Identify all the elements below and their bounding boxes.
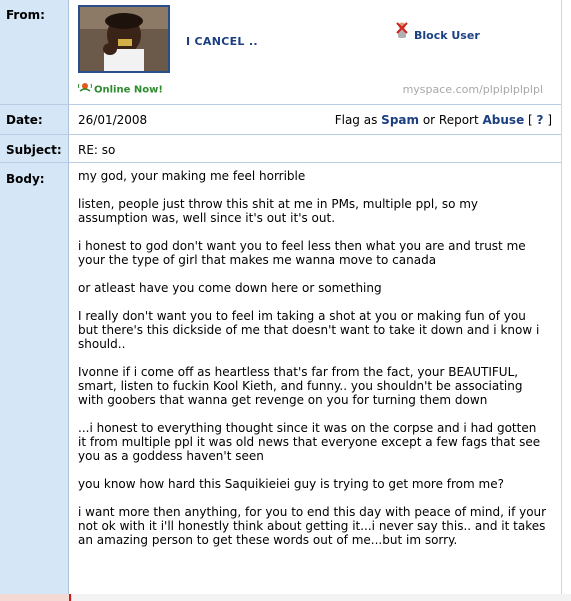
row-divider	[0, 162, 561, 163]
date-label: Date:	[6, 113, 43, 127]
help-bracket-open: [	[524, 113, 537, 127]
body-paragraph: my god, your making me feel horrible	[78, 169, 306, 183]
body-paragraph: i want more then anything, for you to end this day with peace of mind, if your not ok with it i'll honestly think about getting it...i never say this.. and it takes an amazing person to get these words out of me...but im sorry.	[78, 505, 547, 547]
row-divider	[0, 134, 561, 135]
or-report-text: or Report	[419, 113, 483, 127]
sender-name-link[interactable]: I CANCEL ..	[186, 35, 258, 48]
body-paragraph: listen, people just throw this shit at me in PMs, multiple ppl, so my assumption was, well since it's out it's out.	[78, 197, 479, 225]
body-label: Body:	[6, 172, 45, 186]
online-icon	[78, 81, 92, 98]
body-paragraph: Ivonne if i come off as heartless that's far from the fact, your BEAUTIFUL, smart, listen to fuckin Kool Kieth, and funny.. you shouldn't be associating with goobers that wanna get revenge on you for turning them down	[78, 365, 523, 407]
bottom-strip-accent	[0, 594, 72, 601]
body-paragraph: or atleast have you come down here or something	[78, 281, 382, 295]
spam-link[interactable]: Spam	[381, 113, 420, 127]
body-paragraph: i honest to god don't want you to feel less then what you are and trust me your the type of girl that makes me wanna move to canada	[78, 239, 526, 267]
bottom-strip	[0, 594, 571, 601]
subject-label: Subject:	[6, 143, 62, 157]
flag-prefix: Flag as	[334, 113, 382, 127]
flag-report-line	[335, 113, 552, 127]
label-column	[0, 0, 69, 594]
body-paragraph: ...i honest to everything thought since it was on the corpse and i had gotten it from multiple ppl it was old news that everyone except a few fags that see you as a goddess haven't seen	[78, 421, 541, 463]
bottom-strip-divider	[69, 594, 71, 601]
profile-url[interactable]: myspace.com/plplplplplpl	[402, 83, 543, 96]
help-link[interactable]: ?	[536, 113, 544, 127]
block-user-icon	[395, 29, 411, 42]
block-user-label: Block User	[414, 29, 480, 42]
from-label: From:	[6, 8, 45, 22]
date-value: 26/01/2008	[78, 113, 148, 127]
subject-value: RE: so	[78, 143, 116, 157]
online-status	[78, 81, 163, 98]
row-divider	[0, 104, 561, 105]
help-bracket-close: ]	[543, 113, 552, 127]
message-body	[78, 169, 548, 561]
sender-avatar[interactable]	[78, 5, 170, 73]
online-status-text: Online Now!	[94, 84, 163, 96]
body-paragraph: you know how hard this Saquikieiei guy is trying to get more from me?	[78, 477, 504, 491]
block-user-button[interactable]	[395, 21, 480, 42]
abuse-link[interactable]: Abuse	[482, 113, 525, 127]
body-paragraph: I really don't want you to feel im taking a shot at you or making fun of you but there's this dickside of me that doesn't want to take it down and i know i should..	[78, 309, 540, 351]
